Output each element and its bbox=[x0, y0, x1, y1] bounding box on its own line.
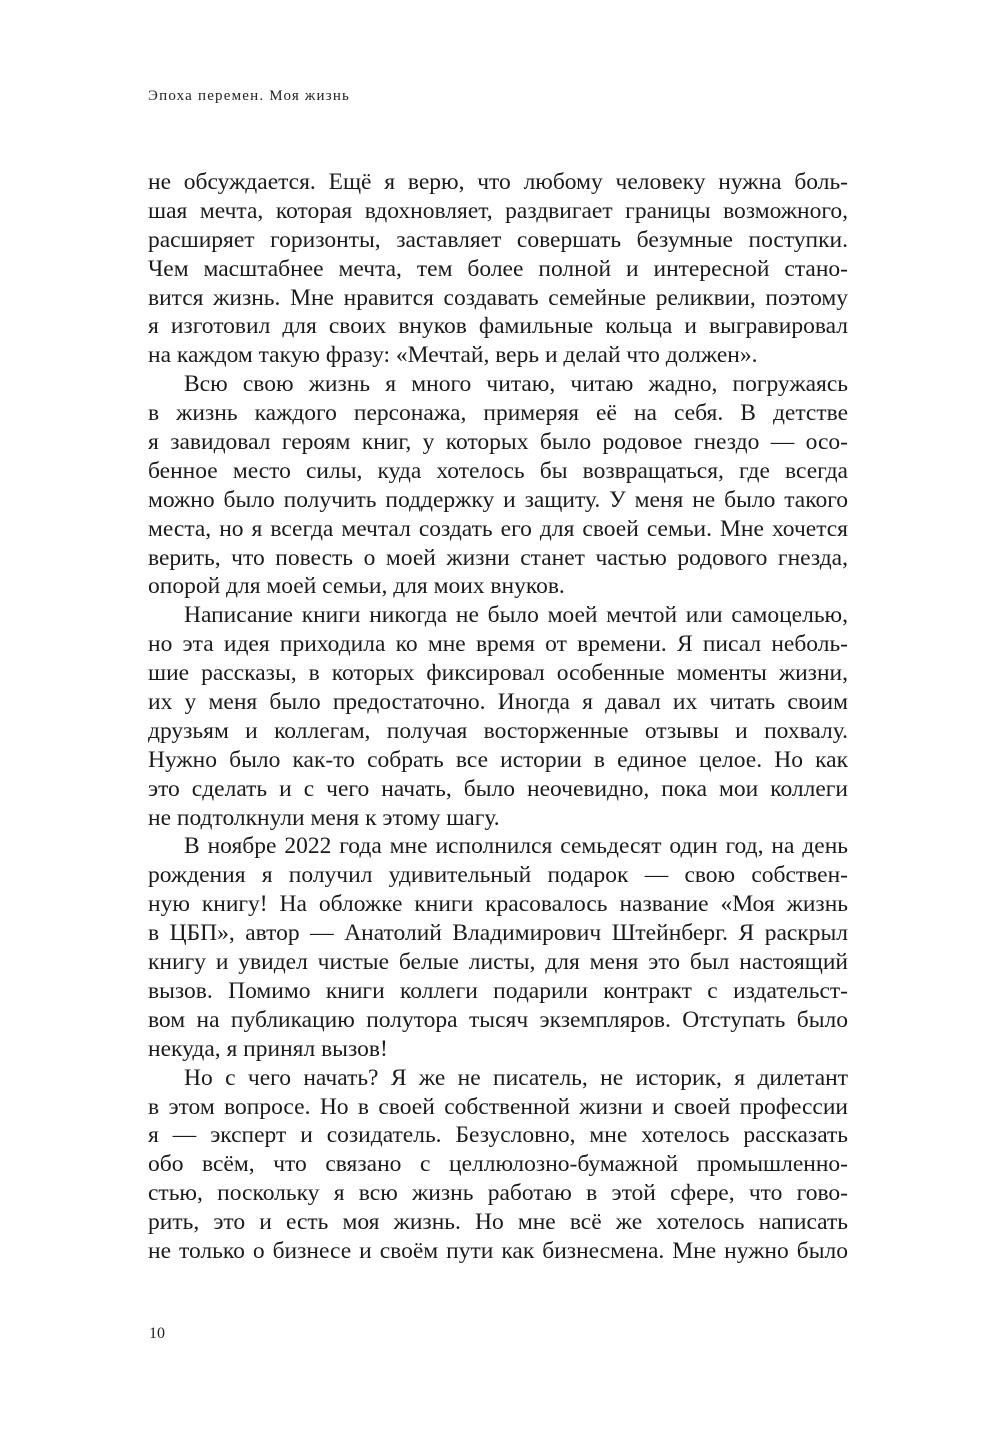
text-line: некуда, я принял вызов! bbox=[148, 1035, 388, 1062]
text-line: я изготовил для своих внуков фамильные кольца и выгравировал bbox=[148, 313, 848, 340]
text-line: не подтолкнули меня к этому шагу. bbox=[148, 804, 500, 831]
text-line: места, но я всегда мечтал создать его для своей семьи. Мне хочется bbox=[148, 515, 848, 542]
text-line: бенное место силы, куда хотелось бы возвращаться, где всегда bbox=[148, 457, 848, 484]
text-line: Нужно было как-то собрать все истории в единое целое. Но как bbox=[148, 746, 848, 773]
text-line: можно было получить поддержку и защиту. У меня не было такого bbox=[148, 486, 848, 513]
text-line: опорой для моей семьи, для моих внуков. bbox=[148, 573, 565, 600]
text-line: ную книгу! На обложке книги красовалось название «Моя жизнь bbox=[148, 891, 848, 918]
body-text bbox=[148, 168, 848, 1266]
text-line: расширяет горизонты, заставляет совершать безумные поступки. bbox=[148, 226, 848, 253]
text-line: друзьям и коллегам, получая восторженные отзывы и похвалу. bbox=[148, 717, 848, 744]
text-line: шие рассказы, в которых фиксировал особенные моменты жизни, bbox=[148, 660, 848, 687]
text-line: Написание книги никогда не было моей мечтой или самоцелью, bbox=[184, 602, 848, 629]
text-line: их у меня было предостаточно. Иногда я давал их читать своим bbox=[148, 689, 848, 716]
text-line: В ноябре 2022 года мне исполнился семьдесят один год, на день bbox=[184, 833, 848, 860]
text-line: рождения я получил удивительный подарок — свою собствен- bbox=[148, 862, 848, 889]
paragraph bbox=[148, 832, 848, 1063]
text-line: я — эксперт и созидатель. Безусловно, мне хотелось рассказать bbox=[148, 1122, 848, 1149]
text-line: обо всём, что связано с целлюлозно-бумажной промышленно- bbox=[148, 1151, 848, 1178]
text-line: Но с чего начать? Я же не писатель, не историк, я дилетант bbox=[184, 1064, 848, 1091]
text-line: в этом вопросе. Но в своей собственной жизни и своей профессии bbox=[148, 1093, 848, 1120]
paragraph bbox=[148, 601, 848, 832]
text-line: вызов. Помимо книги коллеги подарили контракт с издательст- bbox=[148, 977, 848, 1004]
text-line: вом на публикацию полутора тысяч экземпляров. Отступать было bbox=[148, 1006, 848, 1033]
text-line: на каждом такую фразу: «Мечтай, верь и делай что должен». bbox=[148, 342, 758, 369]
paragraph bbox=[148, 168, 848, 370]
text-line: в ЦБП», автор — Анатолий Владимирович Штейнберг. Я раскрыл bbox=[148, 920, 848, 947]
text-line: шая мечта, которая вдохновляет, раздвигает границы возможного, bbox=[148, 197, 848, 224]
running-head: Эпоха перемен. Моя жизнь bbox=[148, 88, 351, 104]
text-line: Чем масштабнее мечта, тем более полной и интересной стано- bbox=[148, 255, 848, 282]
page-number: 10 bbox=[149, 1325, 165, 1342]
text-line: стью, поскольку я всю жизнь работаю в этой сфере, что гово- bbox=[148, 1180, 848, 1207]
text-line: вится жизнь. Мне нравится создавать семейные реликвии, поэтому bbox=[148, 284, 848, 311]
text-line: не только о бизнесе и своём пути как бизнесмена. Мне нужно было bbox=[148, 1237, 848, 1264]
text-line: я завидовал героям книг, у которых было родовое гнездо — осо- bbox=[148, 429, 848, 456]
text-line: это сделать и с чего начать, было неочевидно, пока мои коллеги bbox=[148, 775, 848, 802]
paragraph bbox=[148, 1064, 848, 1266]
text-line: не обсуждается. Ещё я верю, что любому человеку нужна боль- bbox=[148, 169, 848, 195]
paragraph bbox=[148, 370, 848, 601]
text-line: в жизнь каждого персонажа, примеряя её на себя. В детстве bbox=[148, 400, 848, 427]
text-line: верить, что повесть о моей жизни станет частью родового гнезда, bbox=[148, 544, 848, 571]
text-line: книгу и увидел чистые белые листы, для меня это был настоящий bbox=[148, 949, 848, 976]
text-line: Всю свою жизнь я много читаю, читаю жадно, погружаясь bbox=[184, 371, 848, 398]
text-line: но эта идея приходила ко мне время от времени. Я писал неболь- bbox=[148, 631, 848, 658]
text-line: рить, это и есть моя жизнь. Но мне всё же хотелось написать bbox=[148, 1209, 848, 1236]
